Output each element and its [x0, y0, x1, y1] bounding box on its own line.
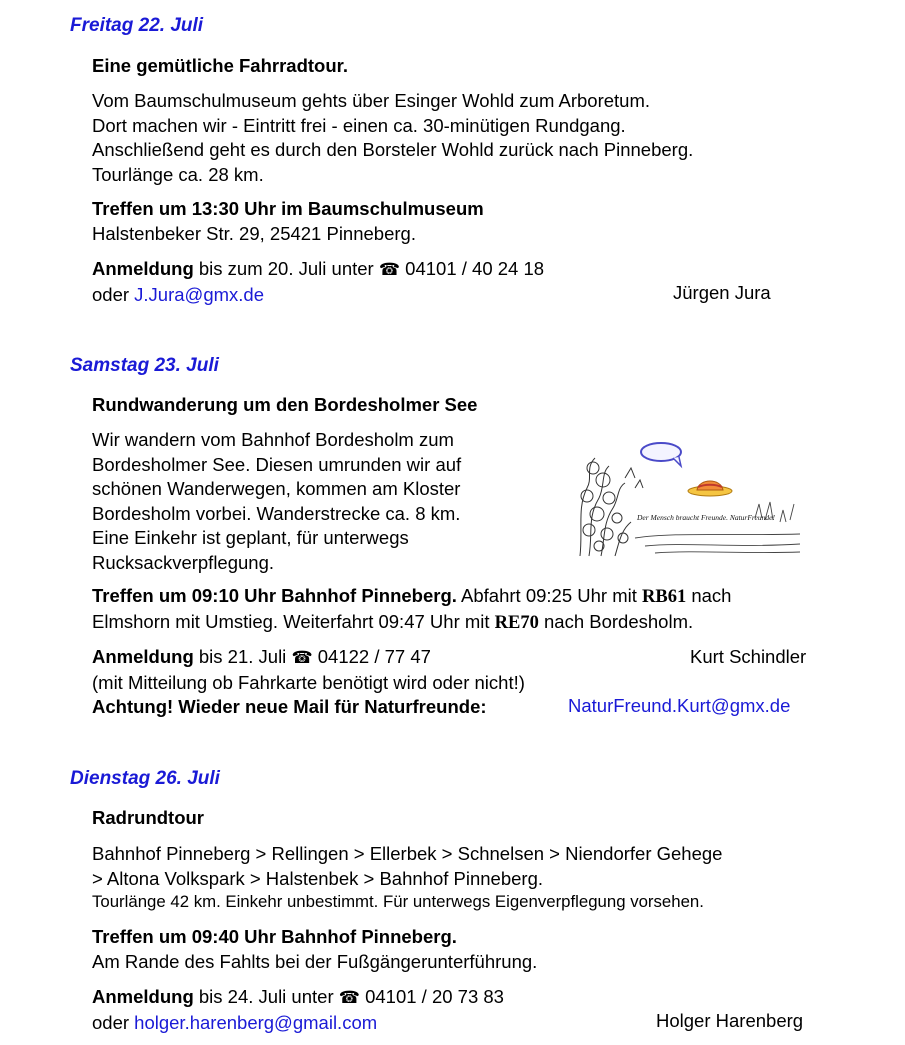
or-text: oder	[92, 283, 135, 305]
event-2-registration	[92, 645, 525, 720]
phone-number: 04101 / 40 24 18	[400, 258, 545, 279]
illustration-caption: Der Mensch braucht Freunde. NaturFreunde!	[637, 513, 775, 522]
desc-line: Rucksackverpflegung.	[92, 551, 275, 573]
event-1-registration	[92, 257, 544, 307]
event-2-organizer: Kurt Schindler	[690, 646, 807, 667]
event-1-description	[92, 89, 693, 187]
meeting-text: Abfahrt 09:25 Uhr mit	[456, 585, 643, 606]
desc-line: Bordesholm vorbei. Wanderstrecke ca. 8 km.	[92, 502, 461, 524]
desc-line: > Altona Volkspark > Halstenbek > Bahnhof Pinneberg.	[92, 867, 543, 889]
meeting-text: nach	[686, 585, 732, 606]
event-3-title: Radrundtour	[92, 807, 205, 828]
train-re70: RE70	[494, 612, 539, 633]
registration-note: (mit Mitteilung ob Fahrkarte benötigt wird oder nicht!)	[92, 671, 525, 693]
event-3-meeting	[92, 925, 537, 974]
registration-text: bis 21. Juli	[193, 646, 292, 667]
attention-notice: Achtung! Wieder neue Mail für Naturfreunde:	[92, 696, 487, 717]
event-3-description	[92, 842, 722, 912]
meeting-text: Elmshorn mit Umstieg. Weiterfahrt 09:47 Uhr mit	[92, 610, 495, 632]
event-2-title: Rundwanderung um den Bordesholmer See	[92, 394, 478, 415]
desc-line: Wir wandern vom Bahnhof Bordesholm zum	[92, 429, 454, 450]
email-link[interactable]: holger.harenberg@gmail.com	[134, 1011, 378, 1033]
event-3-registration	[92, 985, 504, 1035]
event-2-description	[92, 428, 461, 575]
registration-label: Anmeldung	[92, 646, 194, 667]
naturfreunde-illustration	[575, 438, 803, 558]
event-1-meeting	[92, 197, 484, 246]
phone-number: 04122 / 77 47	[312, 646, 431, 667]
email-link[interactable]: NaturFreund.Kurt@gmx.de	[568, 695, 791, 716]
event-3-organizer: Holger Harenberg	[656, 1010, 804, 1031]
registration-text: bis 24. Juli unter	[193, 986, 339, 1007]
event-1-organizer: Jürgen Jura	[673, 282, 771, 303]
meeting-point: Treffen um 13:30 Uhr im Baumschulmuseum	[92, 198, 484, 219]
event-1-day: Freitag 22. Juli	[70, 15, 204, 36]
phone-icon: ☎	[338, 988, 360, 1007]
meeting-text: nach Bordesholm.	[538, 610, 694, 632]
meeting-point: Treffen um 09:40 Uhr Bahnhof Pinneberg.	[92, 926, 457, 947]
desc-line: Tourlänge ca. 28 km.	[92, 163, 264, 185]
registration-text: bis zum 20. Juli unter	[193, 258, 379, 279]
meeting-point: Treffen um 09:10 Uhr Bahnhof Pinneberg.	[92, 585, 457, 606]
meeting-address: Halstenbeker Str. 29, 25421 Pinneberg.	[92, 222, 416, 244]
desc-line: Anschließend geht es durch den Borsteler Wohld zurück nach Pinneberg.	[92, 139, 694, 160]
desc-line: Vom Baumschulmuseum gehts über Esinger Wohld zum Arboretum.	[92, 90, 650, 111]
desc-line-small: Tourlänge 42 km. Einkehr unbestimmt. Für unterwegs Eigenverpflegung vorsehen.	[92, 892, 704, 911]
desc-line: schönen Wanderwegen, kommen am Kloster	[92, 478, 461, 499]
meeting-address: Am Rande des Fahlts bei der Fußgängerunterführung.	[92, 950, 538, 972]
event-3-day: Dienstag 26. Juli	[70, 768, 220, 789]
event-2-meeting	[92, 584, 731, 635]
desc-line: Bahnhof Pinneberg > Rellingen > Ellerbek > Schnelsen > Niendorfer Gehege	[92, 843, 723, 864]
desc-line: Bordesholmer See. Diesen umrunden wir auf	[92, 453, 462, 475]
email-link[interactable]: J.Jura@gmx.de	[134, 283, 264, 305]
event-2-day: Samstag 23. Juli	[70, 355, 219, 376]
registration-label: Anmeldung	[92, 986, 194, 1007]
desc-line: Eine Einkehr ist geplant, für unterwegs	[92, 527, 409, 548]
phone-icon: ☎	[291, 648, 313, 667]
phone-icon: ☎	[378, 260, 401, 279]
desc-line: Dort machen wir - Eintritt frei - einen ca. 30-minütigen Rundgang.	[92, 114, 626, 136]
or-text: oder	[92, 1011, 135, 1033]
registration-label: Anmeldung	[92, 258, 194, 279]
train-rb61: RB61	[642, 587, 687, 607]
phone-number: 04101 / 20 73 83	[359, 986, 504, 1007]
event-1-title: Eine gemütliche Fahrradtour.	[92, 55, 348, 76]
